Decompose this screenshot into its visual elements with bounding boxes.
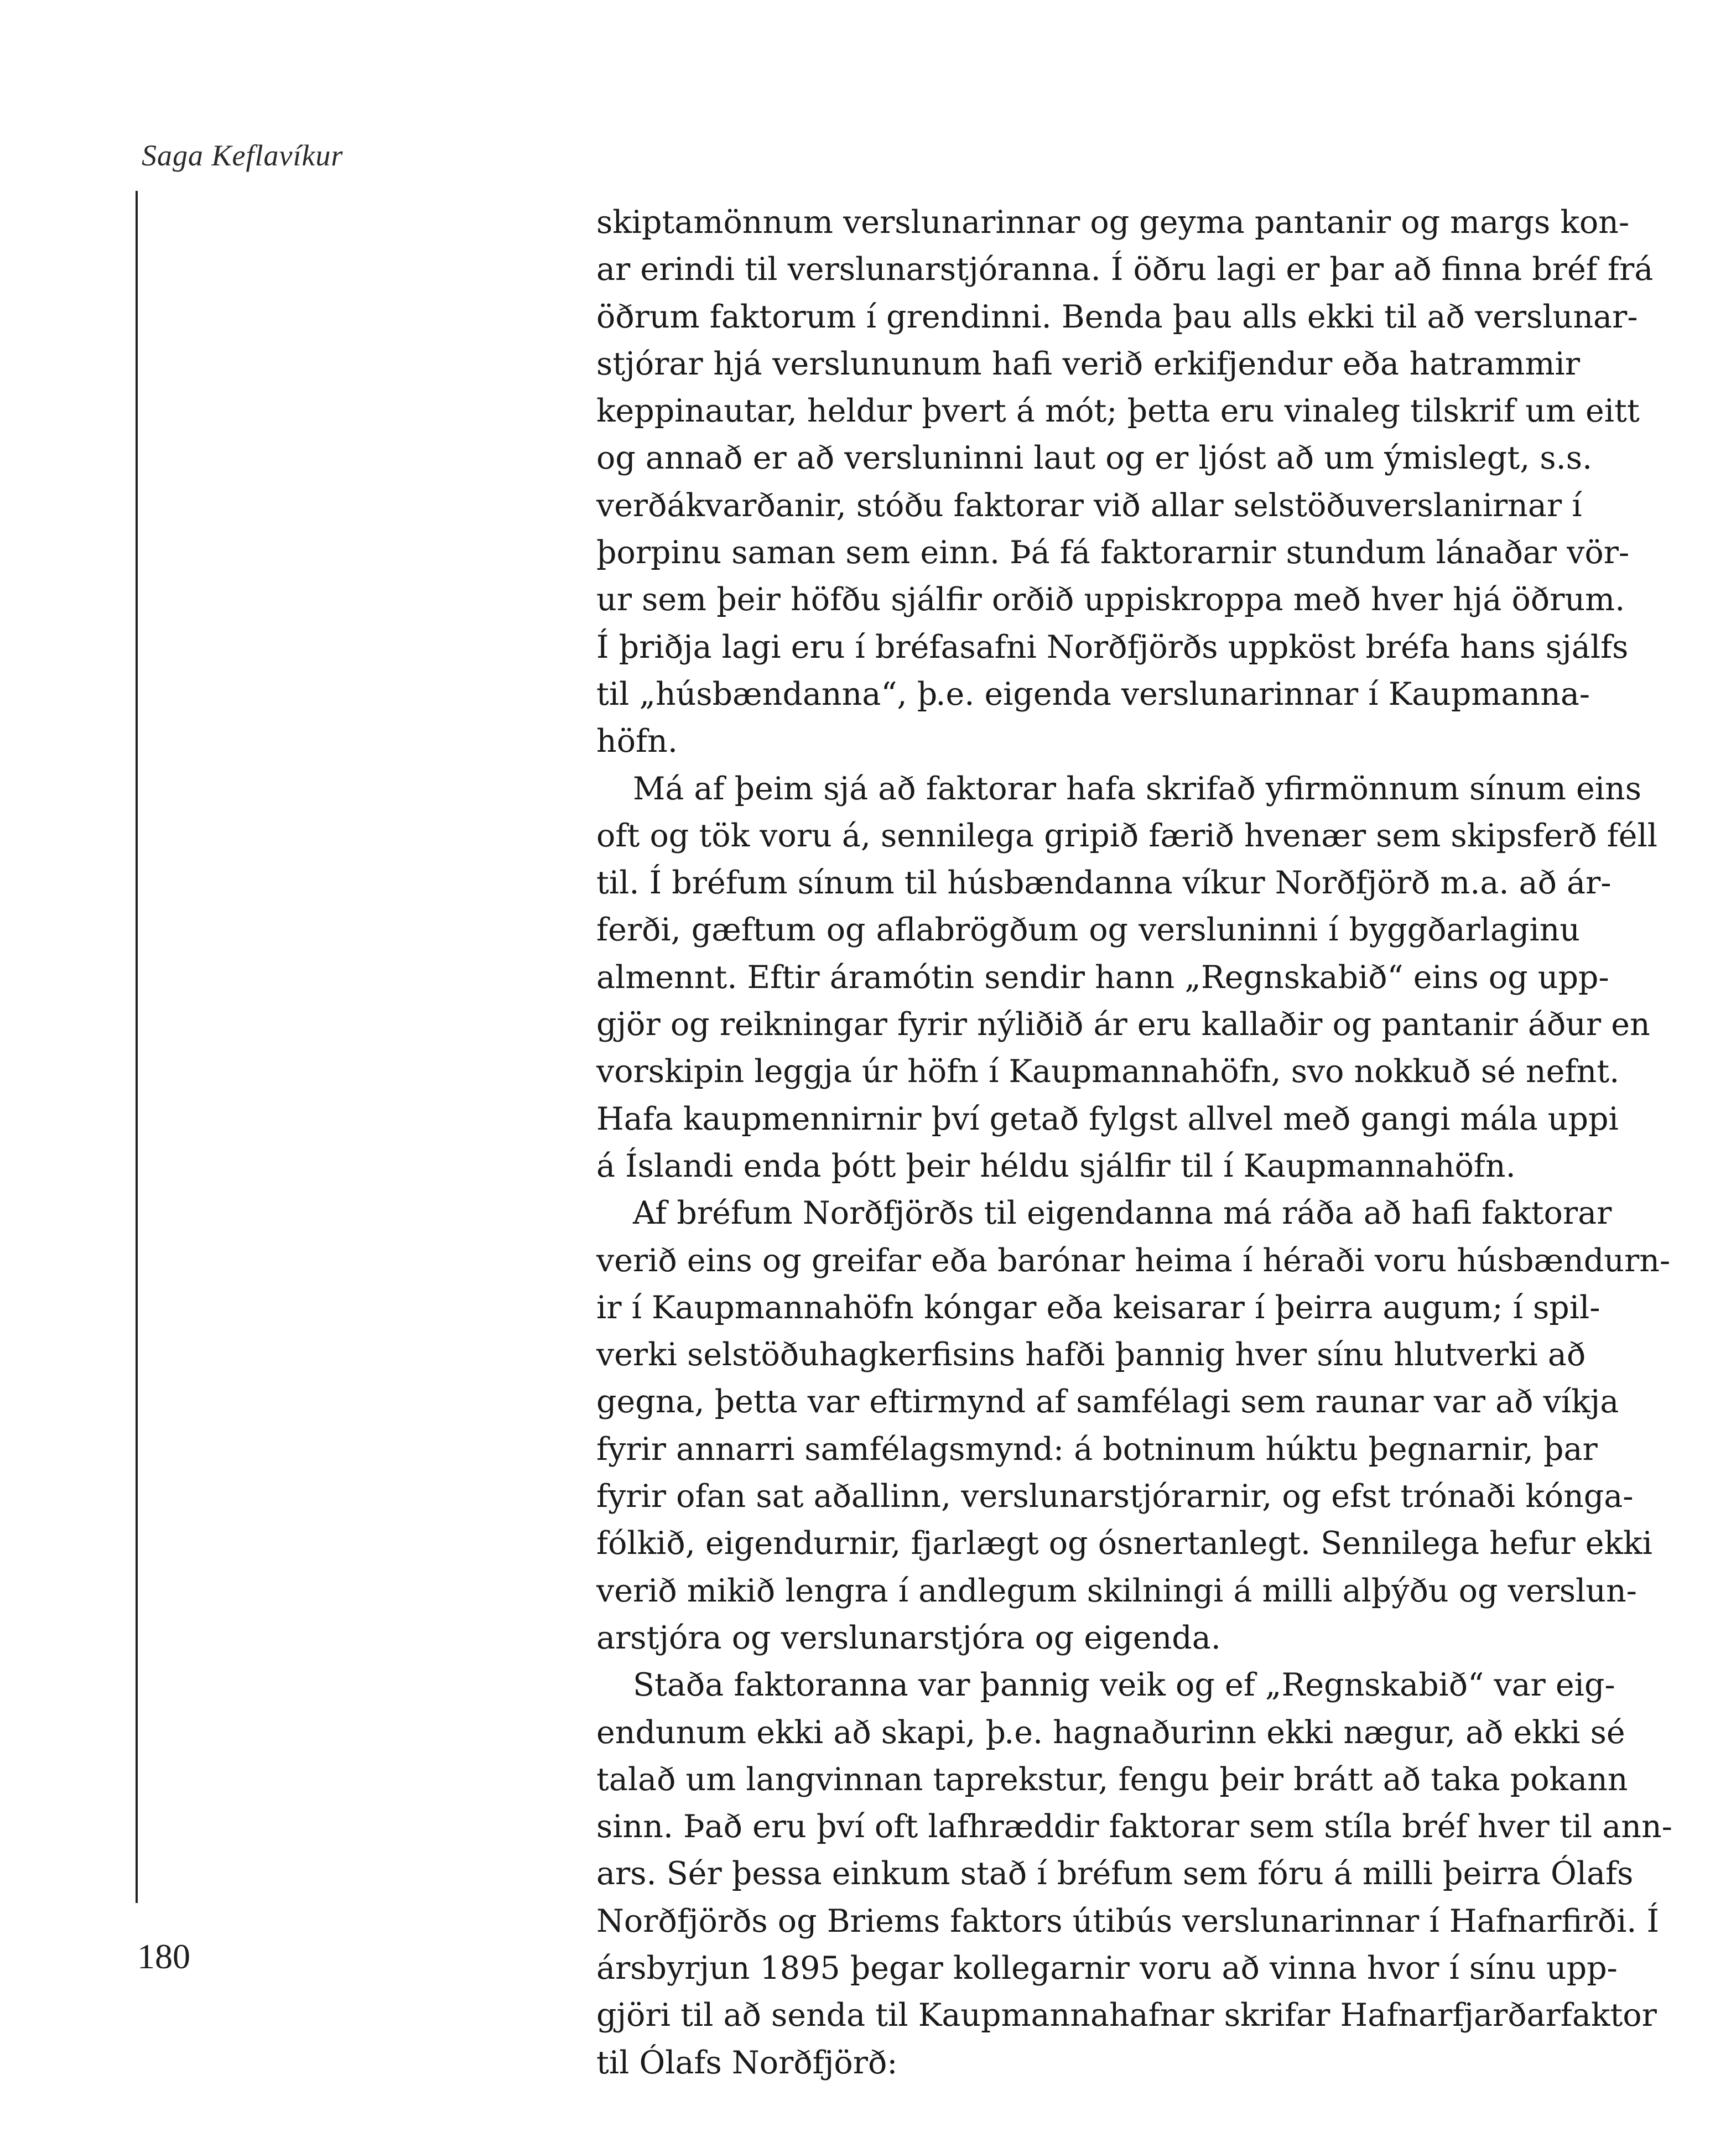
margin-rule <box>136 191 138 1903</box>
text-line: skiptamönnum verslunarinnar og geyma pantanir og margs kon- <box>596 204 1630 241</box>
text-line: vorskipin leggja úr höfn í Kaupmannahöfn, svo nokkuð sé nefnt. <box>596 1053 1620 1090</box>
text-line: stjórar hjá verslununum hafi verið erkifjendur eða hatrammir <box>596 345 1580 382</box>
text-line: fyrir ofan sat aðallinn, verslunarstjórarnir, og efst trónaði kónga- <box>596 1478 1634 1515</box>
text-line: Staða faktoranna var þannig veik og ef „Regnskabið“ var eig- <box>633 1667 1615 1704</box>
text-line: gegna, þetta var eftirmynd af samfélagi sem raunar var að víkja <box>596 1384 1619 1421</box>
text-line: keppinautar, heldur þvert á mót; þetta eru vinaleg tilskrif um eitt <box>596 393 1640 430</box>
text-line: almennt. Eftir áramótin sendir hann „Regnskabið“ eins og upp- <box>596 959 1609 996</box>
text-line: gjöri til að senda til Kaupmannahafnar skrifar Hafnarfjarðarfaktor <box>596 1997 1657 2034</box>
text-line: verki selstöðuhagkerfisins hafði þannig hver sínu hlutverki að <box>596 1337 1586 1374</box>
text-line: til. Í bréfum sínum til húsbændanna víkur Norðfjörð m.a. að ár- <box>596 865 1612 902</box>
text-line: á Íslandi enda þótt þeir héldu sjálfir til í Kaupmannahöfn. <box>596 1147 1516 1184</box>
text-line: til Ólafs Norðfjörð: <box>596 2044 898 2081</box>
text-line: þorpinu saman sem einn. Þá fá faktorarnir stundum lánaðar vör- <box>596 534 1630 571</box>
text-line: ir í Kaupmannahöfn kóngar eða keisarar í þeirra augum; í spil- <box>596 1289 1600 1326</box>
text-line: Norðfjörðs og Briems faktors útibús verslunarinnar í Hafnarfirði. Í <box>596 1902 1660 1939</box>
text-line: ferði, gæftum og aflabrögðum og versluninni í byggðarlaginu <box>596 912 1580 949</box>
text-line: Í þriðja lagi eru í bréfasafni Norðfjörðs uppköst bréfa hans sjálfs <box>596 628 1629 665</box>
text-line: verið mikið lengra í andlegum skilningi á milli alþýðu og verslun- <box>596 1572 1637 1609</box>
text-line: Hafa kaupmennirnir því getað fylgst allvel með gangi mála uppi <box>596 1100 1619 1137</box>
text-line: endunum ekki að skapi, þ.e. hagnaðurinn ekki nægur, að ekki sé <box>596 1714 1625 1751</box>
page-number: 180 <box>137 1937 190 1976</box>
text-line: fólkið, eigendurnir, fjarlægt og ósnertanlegt. Sennilega hefur ekki <box>596 1525 1652 1562</box>
text-line: sinn. Það eru því oft lafhræddir faktorar sem stíla bréf hver til ann- <box>596 1808 1672 1845</box>
text-line: og annað er að versluninni laut og er ljóst að um ýmislegt, s.s. <box>596 440 1593 477</box>
text-line: ar erindi til verslunarstjóranna. Í öðru lagi er þar að finna bréf frá <box>596 251 1654 288</box>
text-line: fyrir annarri samfélagsmynd: á botninum húktu þegnarnir, þar <box>596 1431 1598 1468</box>
text-line: ársbyrjun 1895 þegar kollegarnir voru að vinna hvor í sínu upp- <box>596 1949 1618 1987</box>
text-line: arstjóra og verslunarstjóra og eigenda. <box>596 1619 1221 1656</box>
text-line: verið eins og greifar eða barónar heima í héraði voru húsbændurn- <box>596 1242 1671 1279</box>
text-line: öðrum faktorum í grendinni. Benda þau alls ekki til að verslunar- <box>596 298 1638 335</box>
text-line: gjör og reikningar fyrir nýliðið ár eru kallaðir og pantanir áður en <box>596 1006 1650 1043</box>
text-line: verðákvarðanir, stóðu faktorar við allar selstöðuverslanirnar í <box>596 487 1582 524</box>
text-line: Af bréfum Norðfjörðs til eigendanna má ráða að hafi faktorar <box>633 1195 1612 1232</box>
text-line: ur sem þeir höfðu sjálfir orðið uppiskroppa með hver hjá öðrum. <box>596 581 1625 618</box>
text-line: til „húsbændanna“, þ.e. eigenda verslunarinnar í Kaupmanna- <box>596 675 1591 713</box>
text-line: oft og tök voru á, sennilega gripið færið hvenær sem skipsferð féll <box>596 817 1657 854</box>
text-line: talað um langvinnan taprekstur, fengu þeir brátt að taka pokann <box>596 1761 1628 1798</box>
running-head: Saga Keflavíkur <box>142 139 344 172</box>
text-line: ars. Sér þessa einkum stað í bréfum sem fóru á milli þeirra Ólafs <box>596 1855 1634 1892</box>
body-text <box>596 199 1672 2087</box>
text-line: Má af þeim sjá að faktorar hafa skrifað yfirmönnum sínum eins <box>633 770 1641 807</box>
text-line: höfn. <box>596 723 678 760</box>
